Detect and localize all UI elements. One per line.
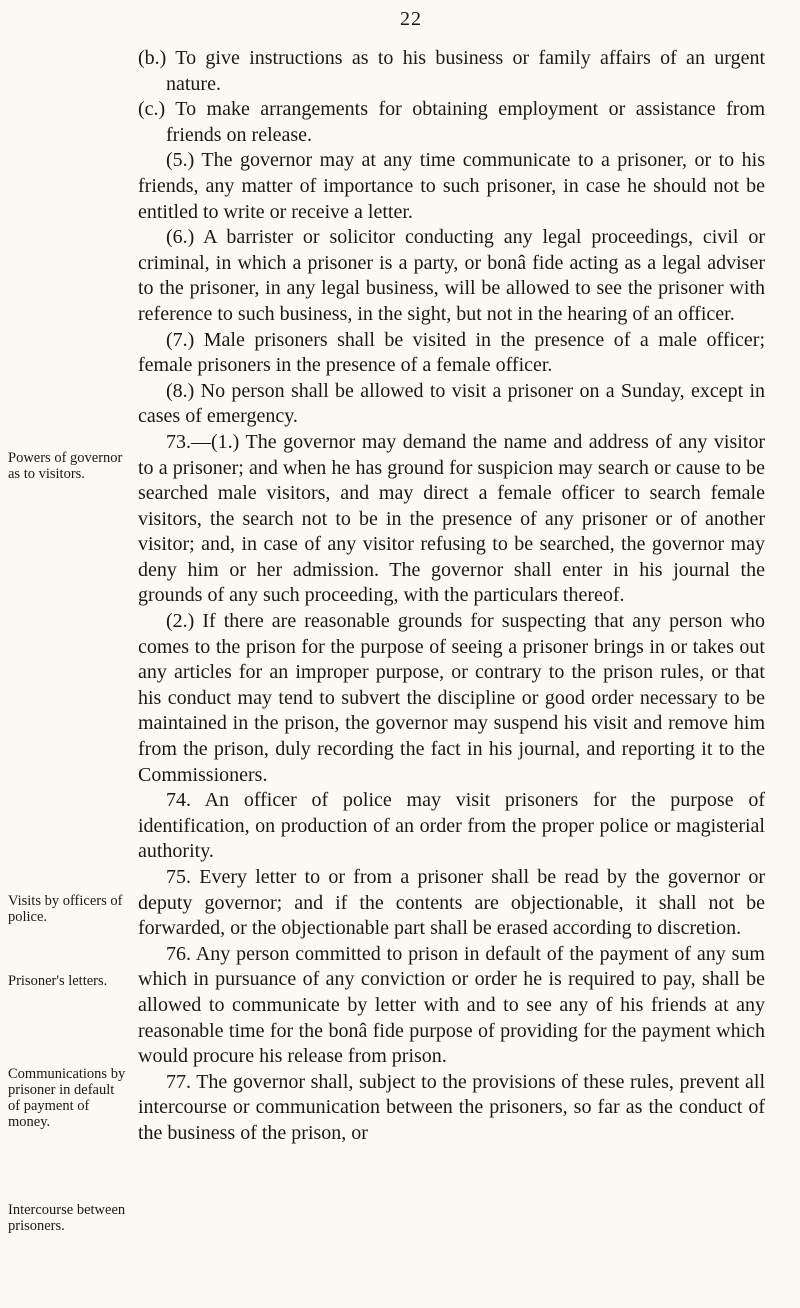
paragraph-73-1: 73.—(1.) The governor may demand the name and address of any visitor to a prisoner; and when he has ground for suspicion may search or cause to be searched male visitors, and may direct a female officer to search female visitors, the search not to be in the presence of any prisoner or of another visitor; and, in case of any visitor refusing to be searched, the governor may deny him or her admission. The governor shall enter in his journal the grounds of any such proceeding, with the particulars thereof. bbox=[138, 430, 765, 607]
paragraph-b: (b.) To give instructions as to his business or family affairs of an urgent nature. bbox=[138, 47, 765, 95]
paragraph-77: 77. The governor shall, subject to the provisions of these rules, prevent all intercourse or communication between the prisoners, so far as the conduct of the business of the prison, or bbox=[138, 1070, 765, 1144]
margin-note-prisoners-letters: Prisoner's letters. bbox=[8, 973, 108, 989]
page-number: 22 bbox=[400, 8, 422, 30]
margin-note-powers-of-governor: Powers of governor as to visitors. bbox=[8, 450, 123, 482]
rules-text bbox=[138, 46, 765, 1147]
margin-note-visits-by-police: Visits by officers of police. bbox=[8, 893, 123, 925]
paragraph-c: (c.) To make arrangements for obtaining employment or assistance from friends on release. bbox=[138, 98, 765, 146]
paragraph-74: 74. An officer of police may visit prisoners for the purpose of identification, on production of an order from the proper police or magisterial authority. bbox=[138, 789, 765, 863]
paragraph-6: (6.) A barrister or solicitor conducting any legal proceedings, civil or criminal, in which a prisoner is a party, or bonâ fide acting as a legal adviser to the prisoner, in any legal business, will be allowed to see the prisoner with reference to such business, in the sight, but not in the hearing of an officer. bbox=[138, 226, 765, 325]
margin-note-communications-default: Communications by prisoner in default of payment of money. bbox=[8, 1066, 126, 1130]
margin-note-intercourse: Intercourse between prisoners. bbox=[8, 1202, 126, 1234]
paragraph-76: 76. Any person committed to prison in default of the payment of any sum which in pursuance of any conviction or order he is required to pay, shall be allowed to communicate by letter with and to see any of his friends at any reasonable time for the bonâ fide purpose of providing for the payment which would procure his release from prison. bbox=[138, 942, 765, 1068]
paragraph-73-2: (2.) If there are reasonable grounds for suspecting that any person who comes to the prison for the purpose of seeing a prisoner brings in or takes out any articles for an improper purpose, or contrary to the prison rules, or that his conduct may tend to subvert the discipline or good order necessary to be maintained in the prison, the governor may suspend his visit and remove him from the prison, duly recording the fact in his journal, and reporting it to the Commissioners. bbox=[138, 610, 765, 786]
paragraph-5: (5.) The governor may at any time communicate to a prisoner, or to his friends, any matter of importance to such prisoner, in case he should not be entitled to write or receive a letter. bbox=[138, 149, 765, 223]
paragraph-75: 75. Every letter to or from a prisoner shall be read by the governor or deputy governor; and if the contents are objectionable, it shall not be forwarded, or the objectionable part shall be erased according to discretion. bbox=[138, 866, 765, 940]
paragraph-7: (7.) Male prisoners shall be visited in the presence of a male officer; female prisoners in the presence of a female officer. bbox=[138, 328, 765, 377]
paragraph-8: (8.) No person shall be allowed to visit a prisoner on a Sunday, except in cases of emergency. bbox=[138, 379, 765, 428]
